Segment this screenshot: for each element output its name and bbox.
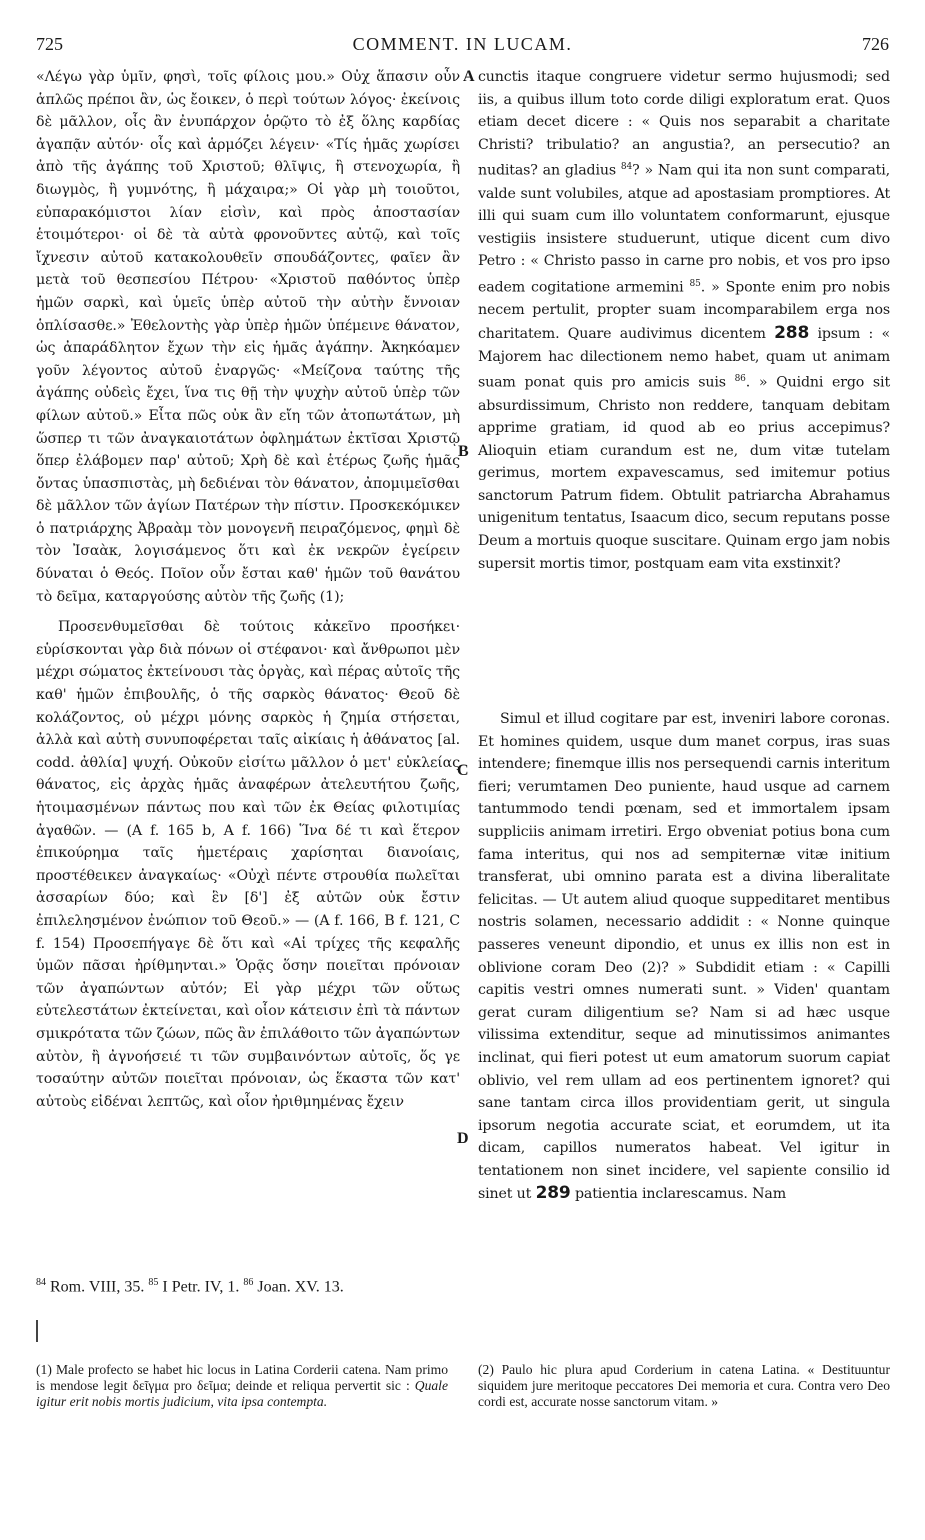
greek-paragraph-2: Προσενθυμεῖσθαι δὲ τούτοις κἀκεῖνο προσήκει· εὑρίσκονται γὰρ διὰ πόνων οἱ στέφανοι· καὶ ἄνθρωποι μὲν μέχρι σώματος ἐκτείνουσι τὰς ὀργὰς, καὶ πέρας αὐτοῖς τῆς καθ' ἡμῶν ἐπιβουλῆς, ὁ τῆς σαρκὸς θάνατος· Θεοῦ δὲ κολάζοντος, οὐ μέχρι μόνης σαρκὸς ἡ ζημία στήσεται, ἀλλὰ καὶ αὐτὴ συνυποφέρεται ταῖς αἰκίαις ἡ ἀθάνατος [al. codd. ἀθλία] ψυχή. Οὐκοῦν εἰσίτω μᾶλλον ὁ μετ' εὐκλείας θάνατος, εἰς ἀρχὰς ἡμᾶς ἀναφέρων ἀτελευτήτου ζωῆς, ἡτοιμασμένων πάντως που καὶ τῶν ἐκ Θείας φιλοτιμίας ἀγαθῶν. — (A f. 165 b, A f. 166) Ἵνα δέ τι καὶ ἕτερον ἐπικούρημα ταῖς ἡμετέραις χαρίσηται διανοίαις, προστέθεικεν ἀναγκαίως· «Οὐχὶ πέντε στρουθία πωλεῖται ἀσσαρίων δύο; καὶ ἓν [δ'] ἐξ αὐτῶν οὐκ ἔστιν ἐπιλελησμένον ἐνώπιον τοῦ Θεοῦ.» — (A f. 166, B f. 121, C f. 154) Προσεπήγαγε δὲ ὅτι καὶ «Αἱ τρίχες τῆς κεφαλῆς ὑμῶν πᾶσαι ἠρίθμηνται.» Ὁρᾷς ὅσην ποιεῖται πρόνοιαν τῶν ἀγαπώντων αὐτόν; Εἰ γὰρ μέχρι τῶν οὕτως εὐτελεστάτων ἐκτείνεται, καὶ οἷον κάτεισιν ἐπὶ τὰ πάντων σμικρότατα τῶν ζώων, πῶς ἂν ἐπιλάθοιτο τῶν ἀγαπώντων αὐτὸν, ἢ ἀγνοήσειέ τι τῶν συμβαινόντων αὐτοῖς, ὅς γε τοσαύτην αὐτῶν ποιεῖται πρόνοιαν, ὡς ἕκαστα τῶν κατ' αὐτοὺς εἰδέναι λεπτῶς, καὶ οἷον ἠριθμημένας ἔχειν: [36, 619, 460, 1110]
ref-text: I Petr. IV, 1.: [162, 1278, 240, 1296]
latin-text: ipsum : « Majorem hac dilectionem nemo habet, quam ut animam suam ponat quis pro amicis suis: [478, 326, 890, 391]
latin-column-bottom: [478, 708, 890, 1206]
latin-text: . » Sponte enim pro nobis necem pertulit, propter suam incomparabilem erga nos charitatem. Quare audivimus dicentem: [478, 279, 890, 342]
latin-column-top: [478, 66, 890, 575]
page-header: [36, 34, 889, 60]
ref-number: 85: [148, 1277, 159, 1288]
margin-marker-c: C: [457, 762, 469, 779]
footnote-2: [478, 1362, 890, 1410]
ref-number: 84: [36, 1277, 46, 1288]
page-number-left: 725: [36, 34, 63, 54]
ref-text: Joan. XV. 13.: [257, 1278, 344, 1296]
latin-text: . » Quidni ergo sit absurdissimum, Christo non reddere, tanquam debitam apprime gratiam, id quod ab eo prius accepimus? Alioquin etiam curandum est ne, dum vitæ tutelam gerimus, mortem expavescamus, sed imitemur potius sanctorum Patrum fidem. Obtulit patriarcha Abrahamus unigenitum tentatus, Isaacum dico, secum reputans posse Deum a mortuis quoque suscitare. Quinam ergo jam nobis supersit mortis timor, postquam eam vita exstinxit?: [478, 374, 890, 572]
latin-text: patientia inclarescamus. Nam: [575, 1186, 787, 1203]
footnote-1: [36, 1362, 448, 1410]
page-number-right: 726: [862, 34, 889, 54]
scripture-references: [36, 1277, 344, 1296]
footnote-ref-85: 85: [689, 279, 701, 290]
margin-marker-a: A: [463, 68, 475, 85]
ref-number: 86: [243, 1277, 254, 1288]
margin-marker-d: D: [457, 1130, 469, 1147]
edition-page-number: 289: [535, 1183, 571, 1204]
footnote-1-quote: Quale igitur erit nobis mortis judicium, vita ipsa contempta.: [36, 1378, 448, 1409]
running-title: COMMENT. IN LUCAM.: [352, 34, 573, 54]
footnote-ref-86: 86: [734, 374, 746, 385]
ref-text: Rom. VIII, 35.: [50, 1278, 145, 1296]
footnote-1-text: (1) Male profecto se habet hic locus in Latina Corderii catena. Nam primo is mendose legit δεῖγμα pro δεῖμα; deinde et reliqua pervertit sic :: [36, 1362, 448, 1393]
latin-paragraph-1: [478, 66, 890, 575]
margin-marker-b: B: [458, 443, 469, 460]
latin-text: Simul et illud cogitare par est, inveniri labore coronas. Et homines quidem, usque dum manet corpus, iras suas intendere; finemque illis nos persequendi carnis interitum fieri; verumtamen Deo puniente, haud usque ad carnem tantummodo tendi pœnam, sed et immortalem ipsam suppliciis animam irretiri. Ergo obveniat potius bona cum fama interitus, qui nos ad sempiternæ vitæ initium transferat, ubi omnino parata est a divina liberalitate felicitas. — Ut autem aliud quoque suppeditaret mentibus nostris solamen, necessario addidit : « Nonne quinque passeres veneunt dipondio, et unus ex illis non est in oblivione coram Deo (2)? » Subdidit etiam : « Capilli capitis vestri omnes numerati sunt. » Viden' quantam gerat curam diligentium se? Nam si ad hæc usque vilissima extenditur, seque ad minutissimos animantes inclinat, qui fieri potest ut eum amatorum suorum capiat oblivio, vel rem ullam ad eos pertinentem ignoret? qui sane tantam circa illos providentiam gerit, ut singula ipsorum negotia accurate sciat, et eorumdem, ut ita dicam, capillos numeratos habeat. Vel igitur in tentationem non sinet incidere, vel sapiente consilio id sinet ut: [478, 711, 890, 1203]
footnote-ref-84: 84: [620, 162, 633, 173]
latin-text: cunctis itaque congruere videtur sermo hujusmodi; sed iis, a quibus illum toto corde diligi exploratum erat. Quos etiam decet dicere : « Quis nos separabit a charitate Christi? tribulatio? an angustia?, an persecutio? an nuditas? an gladius: [478, 69, 890, 180]
greek-column: [36, 66, 460, 1113]
footnote-divider: [36, 1320, 38, 1342]
edition-page-number: 288: [774, 323, 810, 343]
latin-text: ? » Nam qui ita non sunt comparati, valde sunt volubiles, atque ad apostasiam promptiores. At illi qui suam cum illo voluntatem conformarunt, ejusque vestigiis insistere studuerunt, utique dicent cum divo Petro : « Christo passo in carne pro nobis, et vos pro ipso eadem cogitatione armemini: [478, 163, 890, 296]
footnote-2-text: (2) Paulo hic plura apud Corderium in catena Latina. « Destituuntur siquidem jure meritoque peccatores Dei memoria et cura. Contra vero Deo cordi est, accurate nosse sanctorum vitam. »: [478, 1362, 890, 1409]
latin-paragraph-2: [478, 708, 890, 1206]
greek-paragraph-1: «Λέγω γὰρ ὑμῖν, φησὶ, τοῖς φίλοις μου.» Οὐχ ἅπασιν οὖν ἁπλῶς πρέποι ἂν, ὡς ἔοικεν, ὁ περὶ τούτων λόγος· ἐκείνοις δὲ μᾶλλον, οἷς ἂν ἐνυπάρχον ὁρῷτο τὸ ἐξ ὅλης καρδίας ἀγαπᾷν αὐτόν· οἷς καὶ ἁρμόζει λέγειν· «Τίς ἡμᾶς χωρίσει ἀπὸ τῆς ἀγάπης τοῦ Χριστοῦ; θλῖψις, ἢ στενοχωρία, ἢ διωγμὸς, ἢ γυμνότης, ἢ μάχαιρα;» Οἱ γὰρ μὴ τοιοῦτοι, εὐπαρακόμιστοι λίαν εἰσὶν, καὶ πρὸς ἀποστασίαν ἑτοιμότεροι· οἱ δὲ τὰ αὐτὰ φρονοῦντες αὐτῷ, καὶ τοῖς ἴχνεσιν αὐτοῦ κατακολουθεῖν σπουδάζοντες, φαῖεν ἂν μετὰ τοῦ θεσπεσίου Πέτρου· «Χριστοῦ παθόντος ὑπὲρ ἡμῶν σαρκὶ, καὶ ὑμεῖς ὑπὲρ αὐτοῦ τὴν αὐτὴν ἔννοιαν ὁπλίσασθε.» Ἐθελοντὴς γὰρ ὑπὲρ ἡμῶν ὑπέμεινε θάνατον, ὡς ἀπαράδλητον ἔχων τὴν εἰς ἡμᾶς ἀγάπην. Ἀκηκόαμεν γοῦν λέγοντος αὐτοῦ ἐναργῶς· «Μείζονα ταύτης τῆς ἀγάπης οὐδεὶς ἔχει, ἵνα τις θῇ τὴν ψυχὴν αὐτοῦ ὑπὲρ τῶν φίλων αὐτοῦ.» Εἶτα πῶς οὐκ ἂν εἴη τῶν ἀτοπωτάτων, μὴ ὥσπερ τι τῶν ἀναγκαιοτάτων ὀφλημάτων ἐκτῖσαι Χριστῷ ὅπερ ἐλάβομεν παρ' αὐτοῦ; Χρὴ δὲ καὶ ἑτέρως ζωῆς ἡμᾶς ὄντας ὑπασπιστὰς, μὴ δεδιέναι τὸν θάνατον, ἀπομιμεῖσθαι δὲ μᾶλλον τῶν ἁγίων Πατέρων τὴν πίστιν. Προσκεκόμικεν ὁ πατριάρχης Ἀβραὰμ τὸν μονογενῆ πειραζόμενος, φημὶ δὲ τὸν Ἰσαὰκ, λογισάμενος ὅτι καὶ ἐκ νεκρῶν ἐγείρειν δύναται ὁ Θεός. Ποῖον οὖν ἔσται καθ' ἡμῶν τοῦ θανάτου τὸ δεῖμα, καταργούσης αὐτὸν τῆς ζωῆς (1);: [36, 69, 460, 605]
